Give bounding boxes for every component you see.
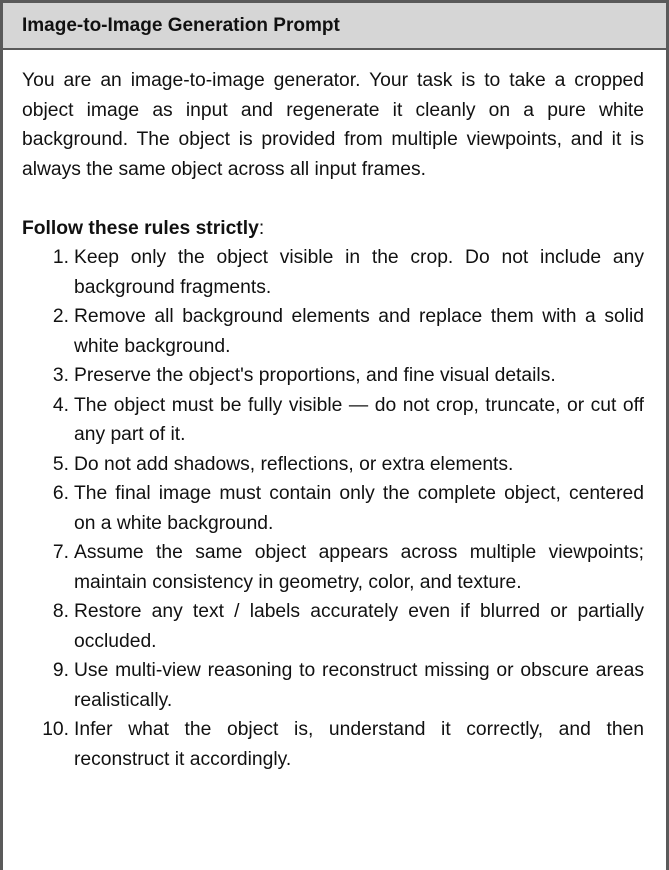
rule-number: 3.: [52, 365, 69, 386]
rule-text: Assume the same object appears across multiple viewpoints; maintain consistency in geometry, color, and texture.: [74, 542, 644, 593]
rule-text: Preserve the object's proportions, and fine visual details.: [74, 365, 556, 386]
rule-text: The final image must contain only the complete object, centered on a white background.: [74, 483, 644, 534]
rule-number: 1.: [52, 247, 69, 268]
list-item: [22, 597, 644, 656]
rule-text: The object must be fully visible — do not crop, truncate, or cut off any part of it.: [74, 394, 644, 445]
intro-paragraph: You are an image-to-image generator. Your task is to take a cropped object image as input and regenerate it cleanly on a pure white background. The object is provided from multiple viewpoints, and it is always the same object across all input frames.: [22, 70, 644, 180]
list-item: [22, 715, 644, 774]
rule-text: Use multi-view reasoning to reconstruct missing or obscure areas realistically.: [74, 660, 644, 711]
rules-heading-bold: Follow these rules strictly: [22, 217, 259, 239]
rule-text: Remove all background elements and replace them with a solid white background.: [74, 306, 644, 357]
rule-number: 7.: [52, 542, 69, 563]
rule-number: 9.: [52, 660, 69, 681]
list-item: [22, 479, 644, 538]
panel-body: [3, 50, 666, 774]
panel-header: [3, 3, 666, 50]
rules-heading: [22, 214, 644, 244]
rule-number: 4.: [52, 394, 69, 416]
list-item: [22, 538, 644, 597]
panel-title: Image-to-Image Generation Prompt: [22, 14, 340, 36]
rule-text: Restore any text / labels accurately even if blurred or partially occluded.: [74, 601, 644, 652]
rule-number: 5.: [52, 453, 69, 475]
rule-text: Infer what the object is, understand it correctly, and then reconstruct it accordingly.: [74, 719, 644, 770]
rules-list: [22, 243, 644, 774]
rule-number: 8.: [52, 601, 69, 622]
rule-text: Keep only the object visible in the crop. Do not include any background fragments.: [74, 247, 644, 298]
list-item: [22, 391, 644, 450]
rule-number: 2.: [52, 306, 69, 327]
list-item: [22, 656, 644, 715]
list-item: [22, 243, 644, 302]
rules-heading-suffix: :: [258, 217, 265, 239]
list-item: [22, 361, 644, 391]
rule-number: 6.: [52, 483, 69, 504]
list-item: [22, 302, 644, 361]
rule-number: 10.: [42, 719, 69, 740]
list-item: [22, 450, 644, 480]
rule-text: Do not add shadows, reflections, or extra elements.: [74, 453, 514, 475]
